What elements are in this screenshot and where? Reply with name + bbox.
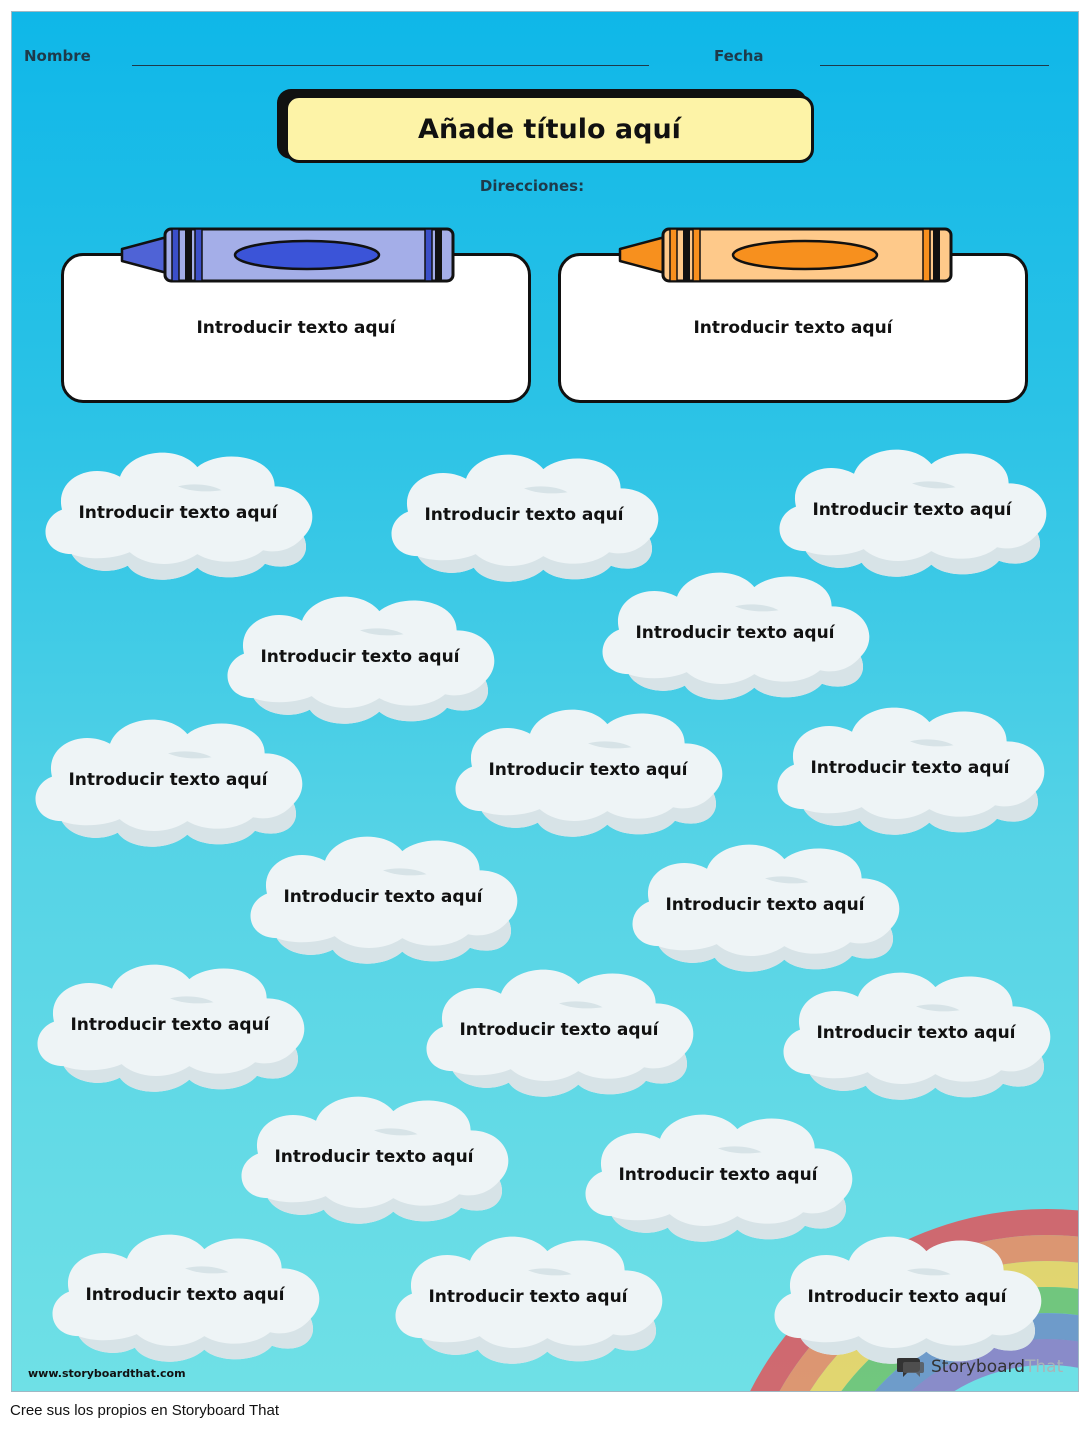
cloud-12[interactable] xyxy=(409,957,709,1102)
cloud-8[interactable] xyxy=(760,695,1060,840)
cloud-16[interactable] xyxy=(35,1222,335,1367)
cloud-text: Introducir texto aquí xyxy=(816,1022,1016,1043)
cloud-text: Introducir texto aquí xyxy=(283,886,483,907)
cloud-text: Introducir texto aquí xyxy=(665,894,865,915)
cloud-11[interactable] xyxy=(20,952,320,1097)
cloud-text: Introducir texto aquí xyxy=(68,769,268,790)
cloud-text: Introducir texto aquí xyxy=(274,1146,474,1167)
directions-label: Direcciones: xyxy=(479,177,585,195)
cloud-text: Introducir texto aquí xyxy=(70,1014,270,1035)
card-2-text: Introducir texto aquí xyxy=(693,318,893,338)
orange-crayon-icon xyxy=(615,225,955,285)
logo-that-text: That xyxy=(1025,1357,1064,1377)
blue-crayon-icon xyxy=(117,225,457,285)
title-box[interactable]: Añade título aquí xyxy=(285,95,814,163)
cloud-text: Introducir texto aquí xyxy=(428,1286,628,1307)
website-url: www.storyboardthat.com xyxy=(28,1367,186,1380)
cloud-text: Introducir texto aquí xyxy=(78,502,278,523)
card-1-text: Introducir texto aquí xyxy=(196,318,396,338)
name-label: Nombre xyxy=(24,47,91,65)
date-label: Fecha xyxy=(714,47,764,65)
name-line[interactable] xyxy=(132,65,649,66)
cloud-5[interactable] xyxy=(585,560,885,705)
storyboardthat-logo xyxy=(897,1355,1063,1379)
cloud-text: Introducir texto aquí xyxy=(807,1286,1007,1307)
cloud-13[interactable] xyxy=(766,960,1066,1105)
worksheet xyxy=(11,11,1079,1392)
cloud-18[interactable] xyxy=(757,1224,1057,1369)
cloud-text: Introducir texto aquí xyxy=(459,1019,659,1040)
cloud-text: Introducir texto aquí xyxy=(488,759,688,780)
cloud-text: Introducir texto aquí xyxy=(812,499,1012,520)
cloud-17[interactable] xyxy=(378,1224,678,1369)
cloud-text: Introducir texto aquí xyxy=(618,1164,818,1185)
cloud-text: Introducir texto aquí xyxy=(424,504,624,525)
cloud-text: Introducir texto aquí xyxy=(260,646,460,667)
cloud-10[interactable] xyxy=(615,832,915,977)
cloud-1[interactable] xyxy=(28,440,328,585)
cloud-14[interactable] xyxy=(224,1084,524,1229)
cloud-text: Introducir texto aquí xyxy=(85,1284,285,1305)
logo-storyboard-text: Storyboard xyxy=(931,1357,1025,1377)
cloud-text: Introducir texto aquí xyxy=(635,622,835,643)
footer-link[interactable]: Cree sus los propios en Storyboard That xyxy=(10,1402,280,1419)
speech-bubble-icon xyxy=(897,1355,925,1379)
cloud-7[interactable] xyxy=(438,697,738,842)
date-line[interactable] xyxy=(820,65,1049,66)
cloud-text: Introducir texto aquí xyxy=(810,757,1010,778)
cloud-9[interactable] xyxy=(233,824,533,969)
